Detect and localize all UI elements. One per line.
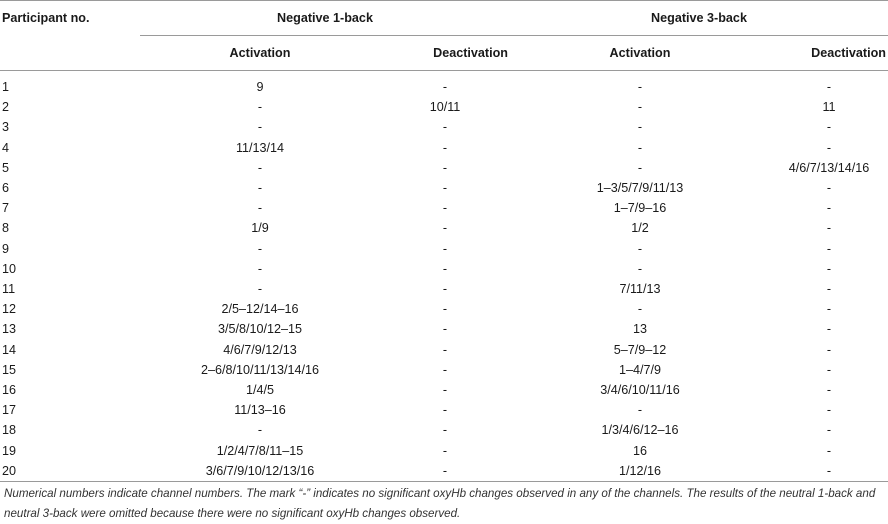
table-body	[0, 71, 888, 482]
activation-3back-cell: -	[637, 120, 643, 135]
deactivation-1back-cell: -	[442, 181, 448, 196]
participant-cell: 9	[2, 241, 10, 256]
participant-cell: 13	[2, 322, 17, 337]
activation-3back-cell: -	[637, 241, 643, 256]
table-row	[0, 259, 888, 279]
deactivation-3back-cell: -	[826, 362, 832, 377]
activation-1back-cell: -	[257, 120, 263, 135]
activation-3back-cell: 1–3/5/7/9/11/13	[596, 181, 684, 196]
participant-cell: 10	[2, 261, 17, 276]
participant-cell: 11	[2, 282, 16, 297]
participant-cell: 4	[2, 140, 10, 155]
negative-3back-header: Negative 3-back	[510, 1, 888, 36]
deactivation-1back-header: Deactivation	[380, 36, 510, 71]
deactivation-1back-cell: -	[442, 160, 448, 175]
activation-3back-cell: -	[637, 403, 643, 418]
deactivation-3back-cell: -	[826, 221, 832, 236]
header-row-subcolumns	[0, 36, 888, 71]
activation-1back-cell: -	[257, 181, 263, 196]
deactivation-1back-cell: -	[442, 443, 448, 458]
deactivation-3back-cell: -	[826, 282, 832, 297]
activation-3back-cell: 13	[632, 322, 647, 337]
participant-cell: 2	[2, 100, 10, 115]
deactivation-1back-cell: -	[442, 322, 448, 337]
participant-header: Participant no.	[2, 11, 90, 26]
activation-1back-cell: 9	[256, 80, 264, 94]
deactivation-3back-cell: -	[826, 241, 832, 256]
participant-cell: 12	[2, 302, 17, 317]
deactivation-3back-cell: -	[826, 80, 832, 94]
table-row	[0, 279, 888, 299]
deactivation-1back-cell: -	[442, 120, 448, 135]
table-row	[0, 218, 888, 238]
participant-cell: 15	[2, 362, 17, 377]
activation-3back-cell: -	[637, 302, 643, 317]
participant-cell: 19	[2, 443, 17, 458]
deactivation-1back-cell: -	[442, 342, 448, 357]
activation-1back-cell: -	[257, 282, 263, 297]
deactivation-3back-cell: -	[826, 181, 832, 196]
deactivation-1back-cell: -	[442, 221, 448, 236]
deactivation-1back-cell: -	[380, 461, 510, 482]
participant-cell: 6	[2, 181, 10, 196]
activation-1back-cell: 3/5/8/10/12–15	[217, 322, 303, 337]
table-row	[0, 340, 888, 360]
deactivation-1back-cell: -	[442, 241, 448, 256]
table-row	[0, 299, 888, 319]
activation-1back-cell: 1/2/4/7/8/11–15	[216, 443, 304, 458]
activation-3back-cell: -	[637, 100, 643, 115]
table-row	[0, 441, 888, 461]
activation-1back-header: Activation	[140, 36, 380, 71]
activation-3back-cell: 16	[632, 443, 647, 458]
activation-1back-cell: -	[257, 241, 263, 256]
participant-cell: 18	[2, 423, 17, 438]
table-row	[0, 178, 888, 198]
activation-1back-cell: -	[257, 160, 263, 175]
activation-3back-cell: 1/12/16	[510, 461, 770, 482]
participant-subheader-blank	[0, 36, 140, 71]
activation-3back-cell: -	[637, 80, 643, 94]
table-row	[0, 400, 888, 420]
table-row	[0, 420, 888, 440]
activation-3back-cell: -	[637, 261, 643, 276]
table-row	[0, 71, 888, 98]
deactivation-1back-cell: -	[442, 261, 448, 276]
deactivation-3back-cell: -	[770, 461, 888, 482]
deactivation-1back-cell: -	[442, 140, 448, 155]
deactivation-3back-cell: -	[826, 383, 832, 398]
deactivation-1back-cell: -	[442, 201, 448, 216]
participant-cell: 1	[2, 80, 10, 94]
activation-1back-cell: -	[257, 423, 263, 438]
deactivation-3back-cell: -	[826, 403, 832, 418]
participant-cell: 8	[2, 221, 10, 236]
deactivation-1back-cell: -	[442, 362, 448, 377]
table-row	[0, 319, 888, 339]
deactivation-3back-cell: -	[826, 342, 832, 357]
activation-3back-cell: -	[637, 140, 643, 155]
deactivation-3back-cell: -	[826, 140, 832, 155]
deactivation-1back-cell: -	[442, 302, 448, 317]
participant-cell: 17	[2, 403, 17, 418]
activation-3back-cell: 3/4/6/10/11/16	[600, 383, 680, 398]
activation-3back-cell: 1/3/4/6/12–16	[601, 423, 679, 438]
activation-1back-cell: 11/13–16	[234, 403, 286, 418]
participant-cell: 16	[2, 383, 17, 398]
table-row	[0, 360, 888, 380]
deactivation-3back-cell: 11	[822, 100, 836, 115]
activation-1back-cell: -	[257, 201, 263, 216]
activation-1back-cell: 1/4/5	[245, 383, 274, 398]
activation-3back-cell: 1–7/9–16	[613, 201, 667, 216]
activation-1back-cell: 3/6/7/9/10/12/13/16	[140, 461, 380, 482]
deactivation-3back-cell: -	[826, 322, 832, 337]
deactivation-3back-cell: -	[826, 201, 832, 216]
deactivation-3back-cell: 4/6/7/13/14/16	[788, 160, 870, 175]
deactivation-1back-cell: -	[442, 383, 448, 398]
deactivation-3back-cell: -	[826, 302, 832, 317]
table-row	[0, 380, 888, 400]
table-row	[0, 117, 888, 137]
table-row	[0, 198, 888, 218]
deactivation-1back-cell: -	[442, 80, 448, 94]
activation-3back-cell: 1/2	[631, 221, 649, 236]
participant-cell: 20	[0, 461, 140, 482]
participant-cell: 7	[2, 201, 10, 216]
deactivation-3back-cell: -	[826, 261, 832, 276]
header-row-groups	[0, 1, 888, 36]
deactivation-1back-cell: -	[442, 423, 448, 438]
deactivation-1back-cell: -	[442, 403, 448, 418]
table-row	[0, 97, 888, 117]
deactivation-3back-header: Deactivation	[770, 36, 888, 71]
deactivation-1back-cell: -	[442, 282, 448, 297]
participant-cell: 5	[2, 160, 10, 175]
activation-3back-cell: -	[637, 160, 643, 175]
participant-cell: 3	[2, 120, 10, 135]
activation-1back-cell: 1/9	[251, 221, 269, 236]
activation-3back-cell: 5–7/9–12	[613, 342, 667, 357]
activation-1back-cell: 4/6/7/9/12/13	[223, 342, 297, 357]
activation-1back-cell: 2–6/8/10/11/13/14/16	[200, 362, 320, 377]
table-footnote: Numerical numbers indicate channel numbers. The mark “-” indicates no significant oxyHb changes observed in any of the channels. The results of the neutral 1-back and neutral 3-back were omitted because there were no significant oxyHb changes observed.	[4, 487, 876, 520]
activation-3back-header: Activation	[510, 36, 770, 71]
deactivation-3back-cell: -	[826, 443, 832, 458]
table-row	[0, 461, 888, 482]
deactivation-3back-cell: -	[826, 423, 832, 438]
activation-1back-cell: -	[257, 100, 263, 115]
table-row	[0, 138, 888, 158]
deactivation-1back-cell: 10/11	[429, 100, 461, 115]
activation-1back-cell: -	[257, 261, 263, 276]
deactivation-3back-cell: -	[826, 120, 832, 135]
activation-3back-cell: 1–4/7/9	[618, 362, 662, 377]
participant-cell: 14	[2, 342, 17, 357]
table-row	[0, 158, 888, 178]
activation-3back-cell: 7/11/13	[619, 282, 661, 297]
activation-1back-cell: 11/13/14	[235, 140, 285, 155]
activation-1back-cell: 2/5–12/14–16	[221, 302, 299, 317]
negative-1back-header: Negative 1-back	[140, 1, 510, 36]
table-row	[0, 239, 888, 259]
